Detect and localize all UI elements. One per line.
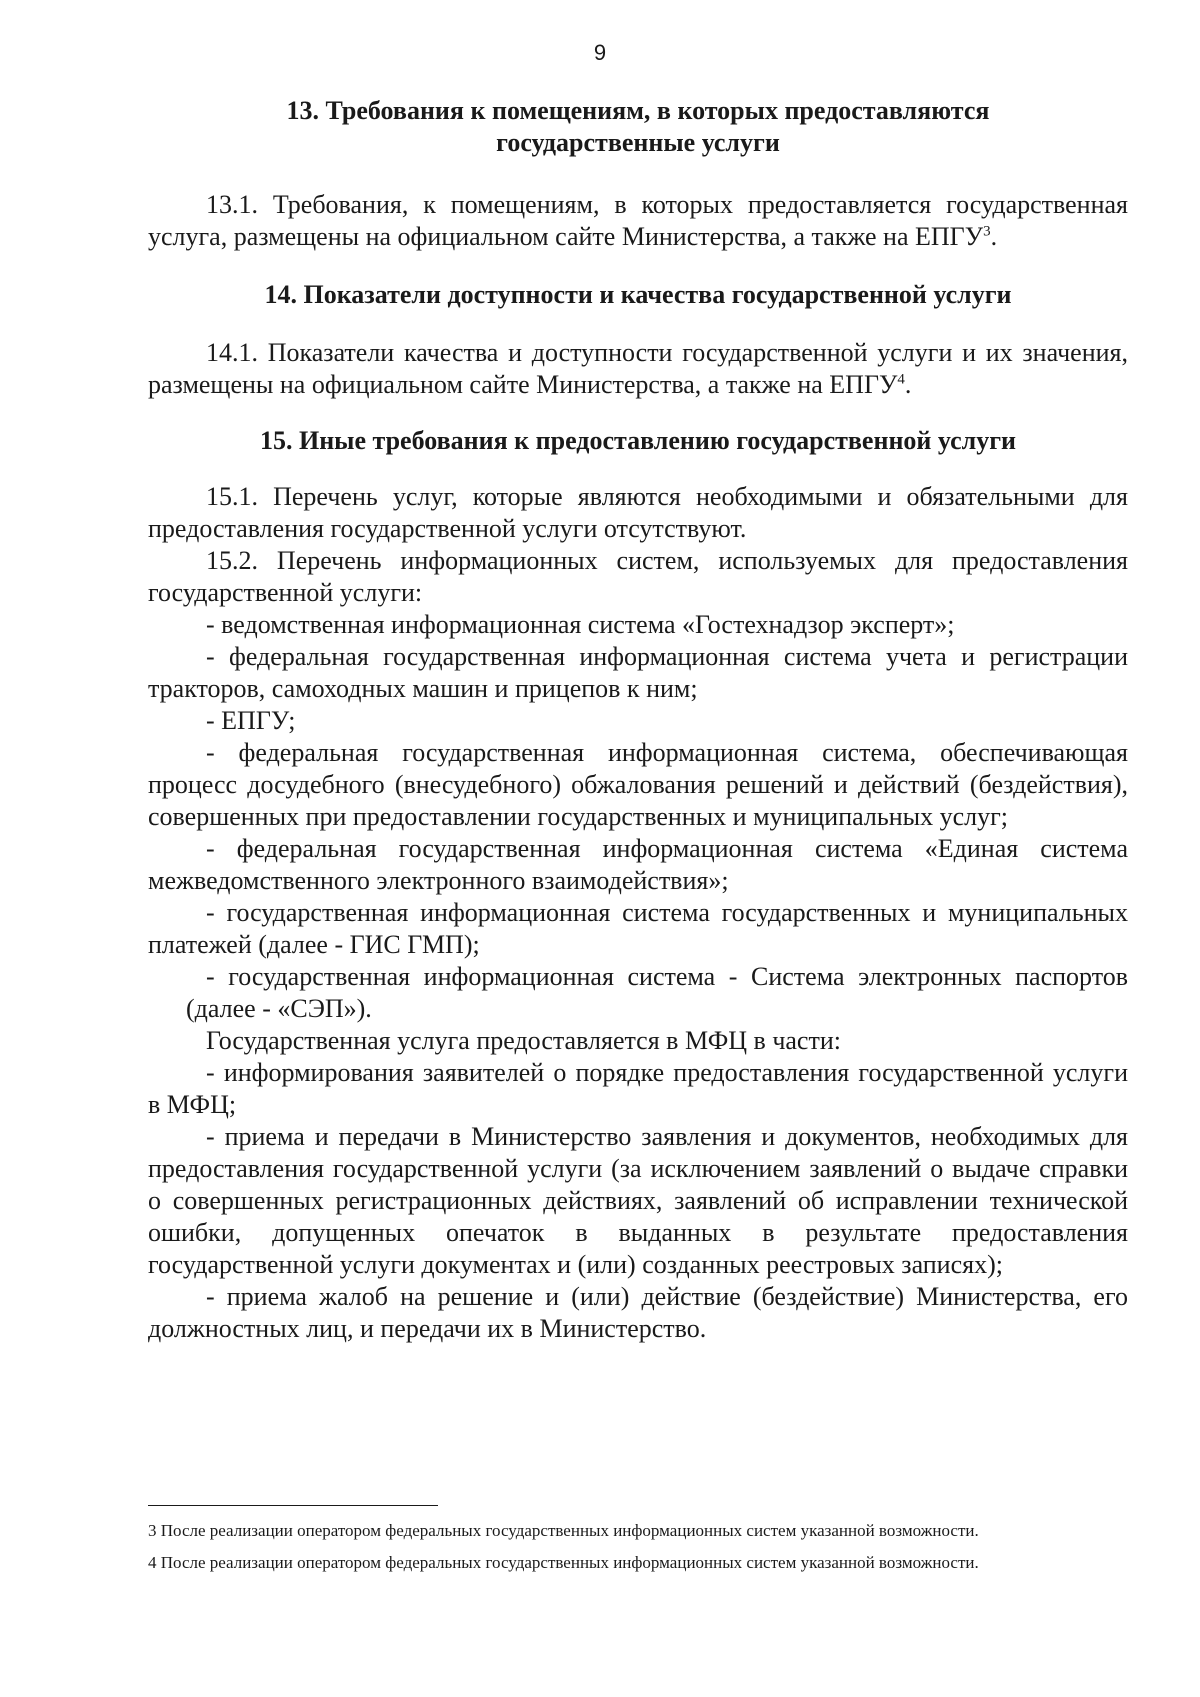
page-body <box>148 95 1128 1345</box>
mfc-item: - информирования заявителей о порядке предоставления государственной услуги в МФЦ; <box>148 1058 1128 1119</box>
section-13-title-line1: 13. Требования к помещениям, в которых предоставляются <box>286 96 990 125</box>
paragraph-14-1 <box>148 337 1128 401</box>
section-15-heading: 15. Иные требования к предоставлению государственной услуги <box>259 426 1017 455</box>
section-13-heading <box>148 95 1128 159</box>
paragraph-14-1-text: 14.1. Показатели качества и доступности государственной услуги и их значения, размещены на официальном сайте Министерства, а также на ЕПГУ <box>148 338 1128 399</box>
mfc-item: - приема жалоб на решение и (или) действие (бездействие) Министерства, его должностных лиц, и передачи их в Министерство. <box>148 1282 1128 1343</box>
footnote-divider <box>148 1505 438 1506</box>
footnote-ref-4[interactable]: 4 <box>897 371 905 388</box>
system-item-last: - государственная информационная система - Система электронных паспортов (далее - «СЭП»). <box>186 962 1128 1023</box>
paragraph-13-1-end: . <box>990 222 998 251</box>
mfc-item: - приема и передачи в Министерство заявления и документов, необходимых для предоставления государственной услуги (за исключением заявлений о выдаче справки о совершенных регистрационных действиях, заявлений об исправлении технической ошибки, допущенных опечаток в выданных в результате предоставления государственной услуги документах и (или) созданных реестровых записях); <box>148 1122 1128 1279</box>
mfc-intro: Государственная услуга предоставляется в МФЦ в части: <box>206 1026 841 1055</box>
system-item: - федеральная государственная информационная система «Единая система межведомственного электронного взаимодействия»; <box>148 834 1128 895</box>
page-number: 9 <box>593 40 607 65</box>
footnotes <box>148 1505 1128 1582</box>
footnote-ref-3[interactable]: 3 <box>983 223 991 240</box>
system-item: - государственная информационная система государственных и муниципальных платежей (далее - ГИС ГМП); <box>148 898 1128 959</box>
system-item: - федеральная государственная информационная система, обеспечивающая процесс досудебного (внесудебного) обжалования решений и действий (бездействия), совершенных при предоставлении государственных и муниципальных услуг; <box>148 738 1128 831</box>
system-item: - ведомственная информационная система «Гостехнадзор эксперт»; <box>206 610 955 639</box>
system-item: - федеральная государственная информационная система учета и регистрации тракторов, самоходных машин и прицепов к ним; <box>148 642 1128 703</box>
paragraph-13-1 <box>148 189 1128 253</box>
section-13-title-line2: государственные услуги <box>496 128 780 157</box>
paragraph-15-2: 15.2. Перечень информационных систем, используемых для предоставления государственной услуги: <box>148 546 1128 607</box>
paragraph-13-1-text: 13.1. Требования, к помещениям, в которых предоставляется государственная услуга, размещены на официальном сайте Министерства, а также на ЕПГУ <box>148 190 1128 251</box>
paragraph-15-1: 15.1. Перечень услуг, которые являются необходимыми и обязательными для предоставления государственной услуги отсутствуют. <box>148 482 1128 543</box>
section-14-heading: 14. Показатели доступности и качества государственной услуги <box>264 280 1012 309</box>
footnote-4: 4 После реализации оператором федеральных государственных информационных систем указанной возможности. <box>148 1553 979 1572</box>
footnote-3: 3 После реализации оператором федеральных государственных информационных систем указанной возможности. <box>148 1521 979 1540</box>
paragraph-14-1-end: . <box>904 370 912 399</box>
system-item: - ЕПГУ; <box>206 706 296 735</box>
